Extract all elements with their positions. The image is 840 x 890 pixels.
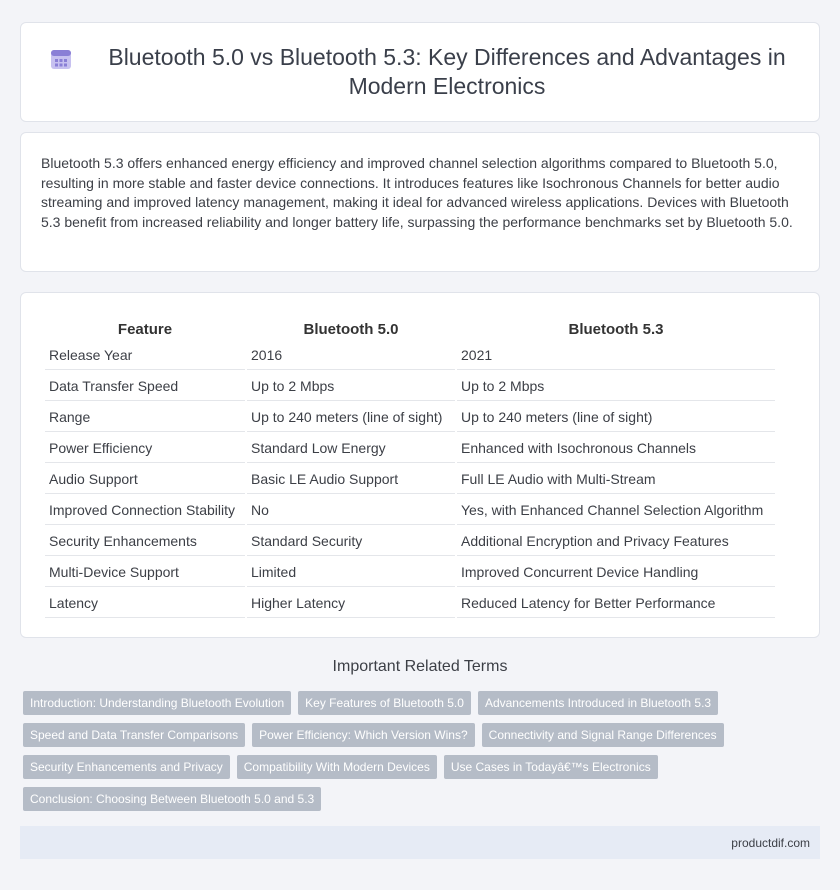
comparison-card xyxy=(20,292,820,638)
feature-cell: Latency xyxy=(45,589,245,618)
table-row xyxy=(45,372,775,401)
table-row xyxy=(45,496,775,525)
bt53-cell: Reduced Latency for Better Performance xyxy=(457,589,775,618)
bt53-cell: Up to 2 Mbps xyxy=(457,372,775,401)
bt50-cell: Up to 2 Mbps xyxy=(247,372,455,401)
related-tag[interactable]: Use Cases in Todayâ€™s Electronics xyxy=(444,755,658,779)
page-title: Bluetooth 5.0 vs Bluetooth 5.3: Key Differences and Advantages in Modern Electronics xyxy=(108,44,786,99)
footer-site-link[interactable]: productdif.com xyxy=(731,836,810,850)
feature-cell: Data Transfer Speed xyxy=(45,372,245,401)
related-tag[interactable]: Key Features of Bluetooth 5.0 xyxy=(298,691,471,715)
bt53-cell: Full LE Audio with Multi-Stream xyxy=(457,465,775,494)
intro-paragraph: Bluetooth 5.3 offers enhanced energy efficiency and improved channel selection algorithms compared to Bluetooth 5.0, resulting in more stable and faster device connections. It introduces features like Isochronous Channels for better audio streaming and improved latency management, making it ideal for advanced wireless applications. Devices with Bluetooth 5.3 benefit from increased reliability and longer battery life, surpassing the performance benchmarks set by Bluetooth 5.0. xyxy=(41,155,793,230)
related-tag[interactable]: Connectivity and Signal Range Differences xyxy=(482,723,724,747)
feature-cell: Audio Support xyxy=(45,465,245,494)
table-row xyxy=(45,403,775,432)
table-row xyxy=(45,434,775,463)
bt50-cell: Limited xyxy=(247,558,455,587)
footer-bar xyxy=(20,826,820,859)
related-tag[interactable]: Speed and Data Transfer Comparisons xyxy=(23,723,245,747)
header-bluetooth-5-0: Bluetooth 5.0 xyxy=(303,320,399,338)
table-row xyxy=(45,465,775,494)
table-row xyxy=(45,341,775,370)
related-terms-title: Important Related Terms xyxy=(332,658,508,675)
bt50-cell: Standard Security xyxy=(247,527,455,556)
feature-cell: Improved Connection Stability xyxy=(45,496,245,525)
related-tags xyxy=(23,691,743,819)
bt50-cell: No xyxy=(247,496,455,525)
related-tag[interactable]: Introduction: Understanding Bluetooth Evolution xyxy=(23,691,291,715)
bt50-cell: Basic LE Audio Support xyxy=(247,465,455,494)
related-tag[interactable]: Security Enhancements and Privacy xyxy=(23,755,230,779)
related-tag[interactable]: Power Efficiency: Which Version Wins? xyxy=(252,723,475,747)
comparison-table xyxy=(43,317,777,620)
table-header-row xyxy=(45,319,775,339)
table-row xyxy=(45,558,775,587)
bt53-cell: Improved Concurrent Device Handling xyxy=(457,558,775,587)
bt50-cell: Higher Latency xyxy=(247,589,455,618)
bt53-cell: Up to 240 meters (line of sight) xyxy=(457,403,775,432)
bt53-cell: Additional Encryption and Privacy Features xyxy=(457,527,775,556)
bt50-cell: Standard Low Energy xyxy=(247,434,455,463)
header-feature: Feature xyxy=(117,320,173,338)
bt50-cell: Up to 240 meters (line of sight) xyxy=(247,403,455,432)
table-row xyxy=(45,589,775,618)
table-row xyxy=(45,527,775,556)
related-tag[interactable]: Advancements Introduced in Bluetooth 5.3 xyxy=(478,691,718,715)
bt50-cell: 2016 xyxy=(247,341,455,370)
related-tag[interactable]: Compatibility With Modern Devices xyxy=(237,755,437,779)
bt53-cell: 2021 xyxy=(457,341,775,370)
bt53-cell: Enhanced with Isochronous Channels xyxy=(457,434,775,463)
header-bluetooth-5-3: Bluetooth 5.3 xyxy=(568,320,664,338)
related-tag[interactable]: Conclusion: Choosing Between Bluetooth 5.0 and 5.3 xyxy=(23,787,321,811)
title-card xyxy=(20,22,820,122)
bt53-cell: Yes, with Enhanced Channel Selection Algorithm xyxy=(457,496,775,525)
feature-cell: Range xyxy=(45,403,245,432)
feature-cell: Multi-Device Support xyxy=(45,558,245,587)
feature-cell: Security Enhancements xyxy=(45,527,245,556)
feature-cell: Power Efficiency xyxy=(45,434,245,463)
feature-cell: Release Year xyxy=(45,341,245,370)
intro-card xyxy=(20,132,820,272)
